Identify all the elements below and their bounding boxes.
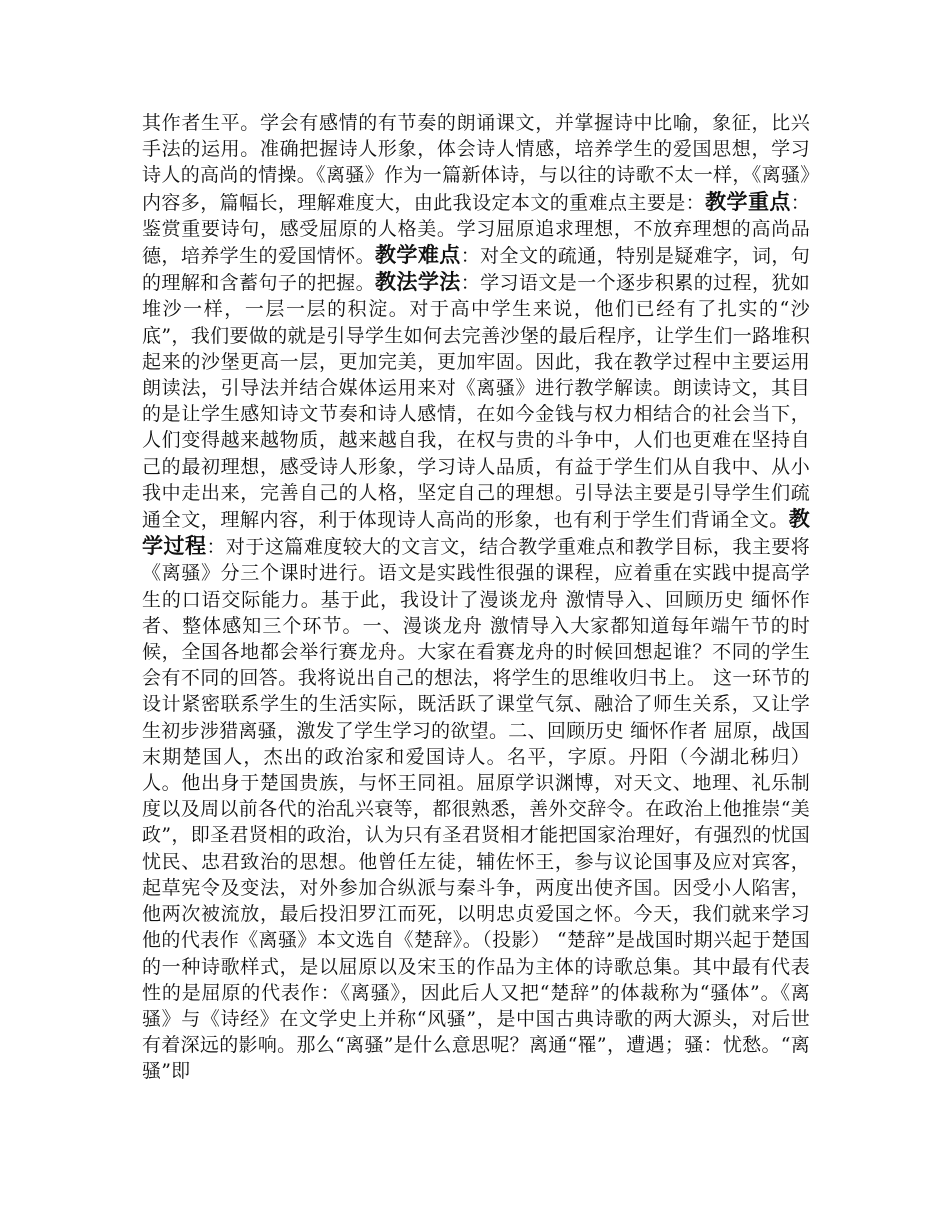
heading-teaching-difficulty: 教学难点 [375,243,461,268]
body-text-teaching-method: ：学习语文是一个逐步积累的过程，犹如堆沙一样，一层一层的积淀。对于高中学生来说，他们已经有了扎实的“沙底”，我们要做的就是引导学生如何去完善沙堡的最后程序，让学生们一路堆积起来的沙堡更高一层，更加完美，更加牢固。因此，我在教学过程中主要运用朗读法，引导法并结合媒体运用来对《离骚》进行教学解读。朗读诗文，其目的是让学生感知诗文节奏和诗人感情，在如今金钱与权力相结合的社会当下，人们变得越来越物质，越来越自我，在权与贵的斗争中，人们也更难在坚持自己的最初理想，感受诗人形象，学习诗人品质，有益于学生们从自我中、从小我中走出来，完善自己的人格，坚定自己的理想。引导法主要是引导学生们疏通全文，理解内容，利于体现诗人高尚的形象，也有利于学生们背诵全文。 [142,272,810,532]
body-text-teaching-difficulty: ：对全文的疏通，特别是疑难字，词，句的理解和含蓄句子的把握。 [142,245,810,295]
heading-teaching-process: 教学过程 [142,507,810,559]
body-text-intro: 其作者生平。学会有感情的有节奏的朗诵课文，并掌握诗中比喻，象征，比兴手法的运用。准确把握诗人形象，体会诗人情感，培养学生的爱国思想，学习诗人的高尚的情操。《离骚》作为一篇新体诗，与以往的诗歌不太一样，《离骚》内容多，篇幅长，理解难度大，由此我设定本文的重难点主要是： [142,112,810,214]
heading-teaching-method: 教法学法 [375,270,461,295]
body-text-teaching-process: ：对于这篇难度较大的文言文，结合教学重难点和教学目标，我主要将《离骚》分三个课时进行。语文是实践性很强的课程，应着重在实践中提高学生的口语交际能力。基于此，我设计了漫谈龙舟 激情导入、回顾历史 缅怀作者、整体感知三个环节。一、漫谈龙舟 激情导入大家都知道每年端午节的时候，全国各地都会举行赛龙舟。大家在看赛龙舟的时候回想起谁？不同的学生会有不同的回答。我将说出自己的想法，将学生的思维收归书上。 这一环节的设计紧密联系学生的生活实际，既活跃了课堂气氛、融洽了师生关系，又让学生初步涉猎离骚，激发了学生学习的欲望。二、回顾历史 缅怀作者 屈原，战国末期楚国人，杰出的政治家和爱国诗人。名平，字原。丹阳（今湖北秭归）人。他出身于楚国贵族，与怀王同祖。屈原学识渊博，对天文、地理、礼乐制度以及周以前各代的治乱兴衰等，都很熟悉，善外交辞令。在政治上他推崇“美政”，即圣君贤相的政治，认为只有圣君贤相才能把国家治理好，有强烈的忧国忧民、忠君致治的思想。他曾任左徒，辅佐怀王，参与议论国事及应对宾客，起草宪令及变法，对外参加合纵派与秦斗争，两度出使齐国。因受小人陷害，他两次被流放，最后投汨罗江而死，以明忠贞爱国之怀。今天，我们就来学习他的代表作《离骚》本文选自《楚辞》。（投影） “楚辞”是战国时期兴起于楚国的一种诗歌样式，是以屈原以及宋玉的作品为主体的诗歌总集。其中最有代表性的是屈原的代表作：《离骚》，因此后人又把“楚辞”的体裁称为“骚体”。《离骚》与《诗经》在文学史上并称“风骚”，是中国古典诗歌的两大源头，对后世有着深远的影响。那么“离骚”是什么意思呢？离通“罹”，遭遇；骚：忧愁。“离骚”即 [142,536,810,1083]
heading-teaching-focus: 教学重点 [705,189,791,214]
body-text-teaching-focus: ：鉴赏重要诗句，感受屈原的人格美。学习屈原追求理想，不放弃理想的高尚品德，培养学生的爱国情怀。 [142,191,810,268]
body-paragraph [142,110,810,1085]
